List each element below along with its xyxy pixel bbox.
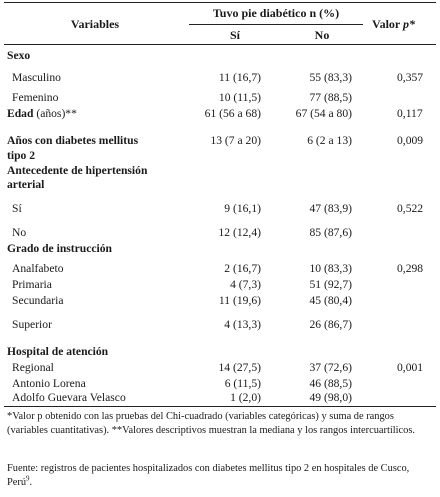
cell-no: 51 (92,7)	[309, 278, 352, 291]
cell-si: 1 (2,0)	[230, 391, 261, 404]
cell-si: 6 (11,5)	[224, 377, 261, 390]
row-label: Sí	[12, 202, 22, 215]
cell-p: 0,009	[397, 134, 424, 147]
section-sexo: Sexo	[7, 49, 31, 62]
section-antecedente: Antecedente de hipertensión	[7, 164, 148, 177]
row-label-edad	[7, 107, 77, 121]
edad-suffix: (años)**	[33, 107, 77, 120]
row-label-anos: Años con diabetes mellitus	[7, 134, 139, 147]
cell-no: 77 (88,5)	[309, 91, 352, 104]
row-label: Analfabeto	[12, 262, 64, 275]
cell-no: 6 (2 a 13)	[307, 134, 352, 147]
cell-no: 49 (98,0)	[309, 391, 352, 404]
section-grado: Grado de instrucción	[7, 242, 112, 255]
cell-no: 45 (80,4)	[309, 294, 352, 307]
row-label: Regional	[12, 361, 54, 374]
cell-si: 10 (11,5)	[218, 91, 261, 104]
header-variables: Variables	[70, 17, 120, 31]
header-no: No	[314, 28, 330, 42]
cell-si: 61 (56 a 68)	[204, 107, 261, 120]
cell-si: 4 (13,3)	[224, 318, 261, 331]
cell-no: 47 (83,9)	[309, 202, 352, 215]
section-antecedente-line2: arterial	[7, 178, 45, 191]
header-group: Tuvo pie diabético n (%)	[212, 6, 340, 20]
cell-si: 12 (12,4)	[218, 226, 261, 239]
cell-no: 37 (72,6)	[309, 361, 352, 374]
row-label: Superior	[12, 318, 52, 331]
header-valor-p: Valor p*	[372, 17, 416, 31]
cell-no: 46 (88,5)	[309, 377, 352, 390]
cell-no: 67 (54 a 80)	[295, 107, 352, 120]
source-end: .	[29, 477, 33, 488]
section-hospital: Hospital de atención	[7, 345, 109, 358]
cell-no: 85 (87,6)	[309, 226, 352, 239]
row-label: Femenino	[12, 91, 59, 104]
footnote-source	[7, 462, 435, 490]
row-label-anos-line2: tipo 2	[7, 149, 36, 162]
cell-si: 4 (7,3)	[230, 278, 261, 291]
cell-p: 0,357	[397, 71, 424, 84]
cell-no: 26 (86,7)	[309, 318, 352, 331]
cell-p: 0,117	[397, 107, 423, 120]
cell-si: 14 (27,5)	[218, 361, 261, 374]
row-label: Adolfo Guevara Velasco	[12, 391, 126, 404]
source-ref: 9	[26, 474, 30, 483]
row-label: Antonio Lorena	[12, 377, 86, 390]
cell-no: 55 (83,3)	[309, 71, 352, 84]
row-label: Masculino	[12, 71, 61, 84]
top-rule	[4, 2, 436, 3]
footnote-p-value: *Valor p obtenido con las pruebas del Chi-cuadrado (variables categóricas) y suma de rangos (variables cuantitativas). **Valores descriptivos muestran la mediana y los rangos intercuartílicos.	[7, 411, 415, 436]
source-text: Fuente: registros de pacientes hospitalizados con diabetes mellitus tipo 2 en hospitales de Cusco, Perú	[7, 463, 410, 488]
cell-si: 2 (16,7)	[224, 262, 261, 275]
cell-si: 11 (19,6)	[218, 294, 261, 307]
cell-no: 10 (83,3)	[309, 262, 352, 275]
header-rule	[4, 44, 436, 45]
cell-p: 0,522	[397, 202, 424, 215]
bottom-rule	[4, 406, 436, 407]
cell-si: 9 (16,1)	[224, 202, 261, 215]
cell-p: 0,298	[397, 262, 424, 275]
row-label: Secundaria	[12, 294, 64, 307]
header-si: Sí	[229, 28, 240, 42]
row-label: Primaria	[12, 278, 52, 291]
cell-si: 13 (7 a 20)	[210, 134, 261, 147]
edad-label: Edad	[7, 107, 34, 120]
cell-p: 0,001	[397, 361, 424, 374]
cell-si: 11 (16,7)	[218, 71, 261, 84]
row-label: No	[12, 226, 27, 239]
group-underline	[189, 24, 363, 25]
